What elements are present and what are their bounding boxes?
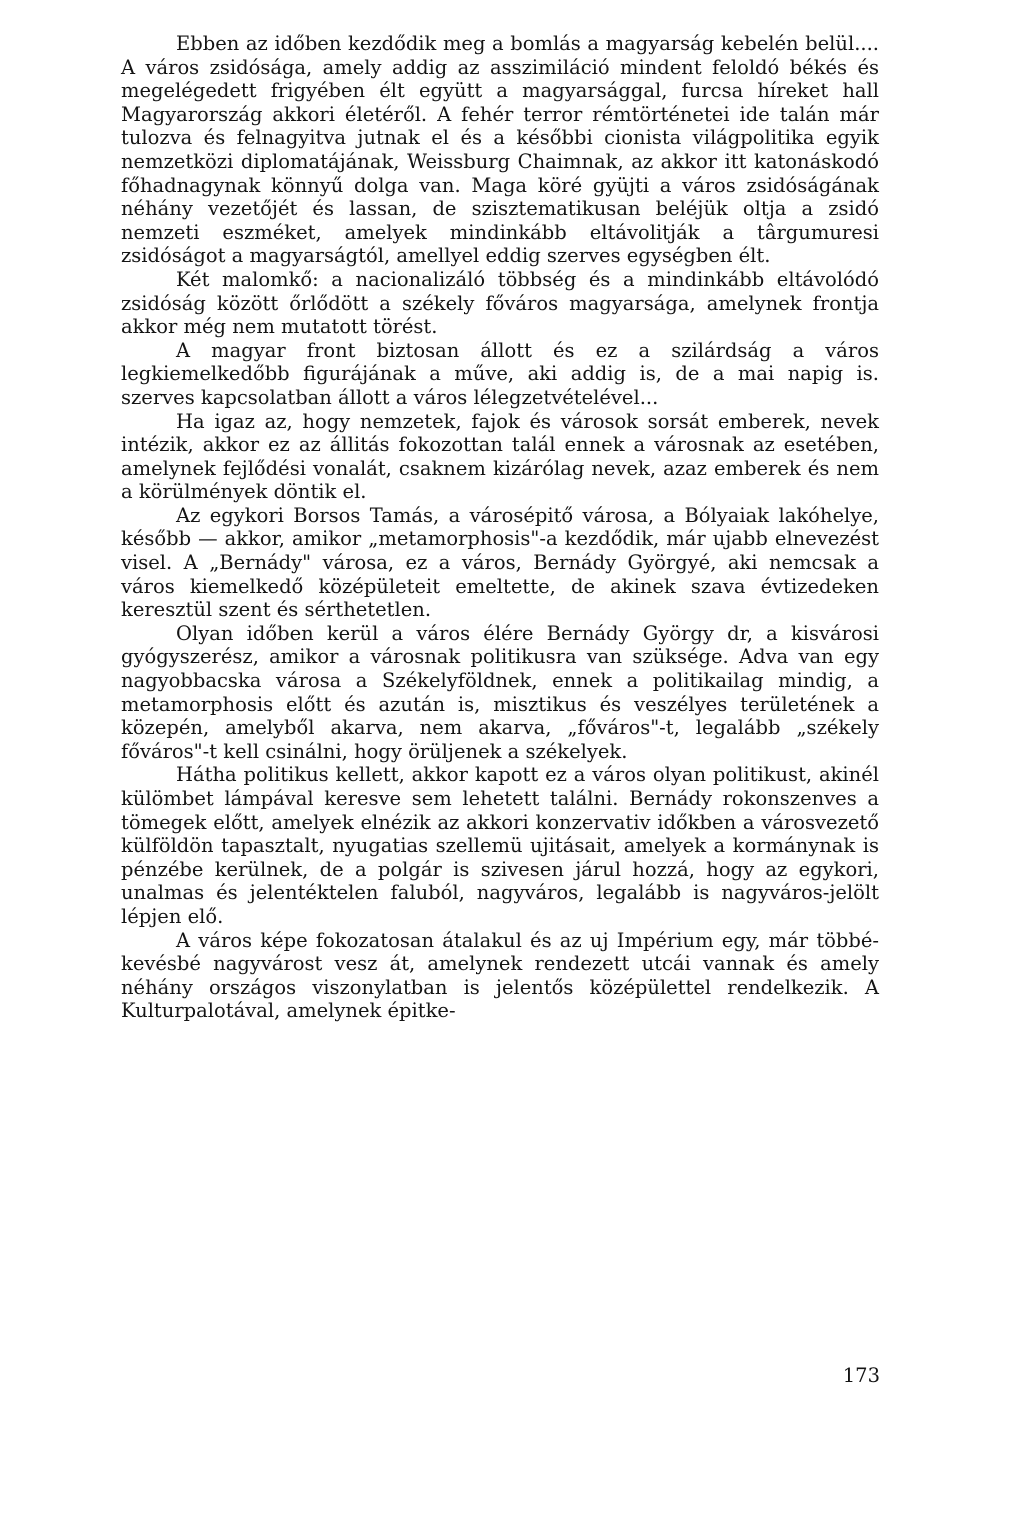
paragraph-1: Ebben az időben kezdődik meg a bomlás a magyarság kebelén belül.... A város zsidósága, amely addig az asszimiláció mindent feloldó békés és megelégedett frigyében élt együtt a magyarsággal, furcsa híreket hall Magyarország akkori életéről. A fehér terror rémtörténetei ide talán már tulozva és felnagyitva jutnak el és a későbbi cionista világpolitika egyik nemzetközi diplomatájának, Weissburg Chaimnak, az akkor itt katonáskodó főhadnagynak könnyű dolga van. Maga köré gyüjti a város zsidóságának néhány vezetőjét és lassan, de szisztematikusan beléjük oltja a zsidó nemzeti eszméket, amelyek mindinkább eltávolitják a târgumuresi zsidóságot a magyarságtól, amellyel eddig szerves egységben élt.: [121, 32, 879, 268]
paragraph-6: Olyan időben kerül a város élére Bernády György dr, a kisvárosi gyógyszerész, amikor a városnak politikusra van szüksége. Adva van egy nagyobbacska városa a Székelyföldnek, ennek a politikailag mindig, a metamorphosis előtt és azután is, misztikus és veszélyes területének a közepén, amelyből akarva, nem akarva, „főváros"-t, legalább „székely főváros"-t kell csinálni, hogy örüljenek a székelyek.: [121, 621, 879, 763]
paragraph-5: Az egykori Borsos Tamás, a városépitő városa, a Bólyaiak lakóhelye, később — akkor, amikor „metamorphosis"-a kezdődik, már ujabb elnevezést visel. A „Bernády" városa, ez a város, Bernády Györgyé, aki nemcsak a város kiemelkedő középületeit emeltette, de akinek szava évtizedeken keresztül szent és sérthetetlen.: [121, 503, 879, 622]
paragraph-4: Ha igaz az, hogy nemzetek, fajok és városok sorsát emberek, nevek intézik, akkor ez az állitás fokozottan talál ennek a városnak az esetében, amelynek fejlődési vonalát, csaknem kizárólag nevek, azaz emberek és nem a körülmények döntik el.: [121, 409, 879, 504]
paragraph-2: Két malomkő: a nacionalizáló többség és a mindinkább eltávolódó zsidóság között őrlődött a székely főváros magyarsága, amelynek frontja akkor még nem mutatott törést.: [121, 267, 879, 339]
page-number: 173: [842, 1364, 880, 1387]
paragraph-8: A város képe fokozatosan átalakul és az uj Impérium egy, már többé-kevésbé nagyvárost vesz át, amelynek rendezett utcái vannak és amely néhány országos viszonylatban is jelentős középülettel rendelkezik. A Kulturpalotával, amelynek épitke-: [121, 928, 879, 1023]
document-page: [121, 32, 879, 1023]
paragraph-3: A magyar front biztosan állott és ez a szilárdság a város legkiemelkedőbb figurájának a műve, aki addig is, de a mai napig is. szerves kapcsolatban állott a város lélegzetvételével...: [121, 338, 879, 409]
paragraph-7: Hátha politikus kellett, akkor kapott ez a város olyan politikust, akinél külömbet lámpával keresve sem lehetett találni. Bernády rokonszenves a tömegek előtt, amelyek elnézik az akkori konzervativ időkben a városvezető külföldön tapasztalt, nyugatias szellemü ujitásait, amelyek a kormánynak is pénzébe kerülnek, de a polgár is szivesen járul hozzá, hogy az egykori, unalmas és jelentéktelen faluból, nagyváros, legalább is nagyváros-jelölt lépjen elő.: [121, 763, 879, 928]
